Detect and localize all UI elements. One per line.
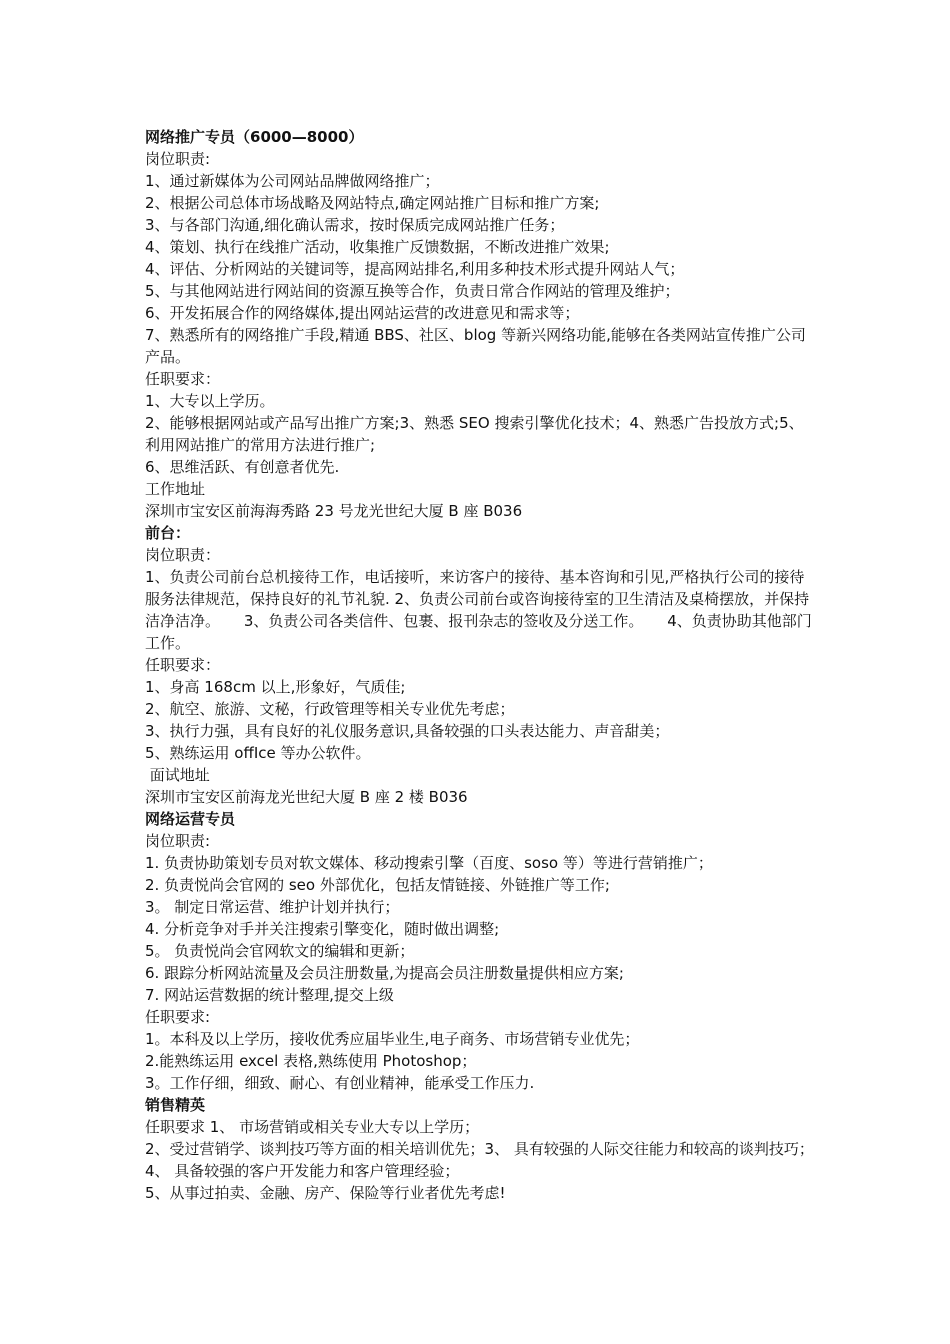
requirements-heading: 任职要求： <box>145 656 221 674</box>
requirement-item: 任职要求 1、 市场营销或相关专业大专以上学历； <box>145 1118 480 1136</box>
section-title-network-promotion: 网络推广专员（6000—8000） <box>145 128 364 146</box>
requirement-item: 3。工作仔细，细致、耐心、有创业精神，能承受工作压力. <box>145 1074 535 1092</box>
requirement-item: 5、从事过拍卖、金融、房产、保险等行业者优先考虑! <box>145 1184 506 1202</box>
requirement-item: 1。本科及以上学历，接收优秀应届毕业生,电子商务、市场营销专业优先； <box>145 1030 640 1048</box>
requirement-item: 2.能熟练运用 excel 表格,熟练使用 Photoshop； <box>145 1052 477 1070</box>
requirement-item: 1、大专以上学历。 <box>145 392 275 410</box>
duty-item: 7. 网站运营数据的统计整理,提交上级 <box>145 986 394 1004</box>
requirements-heading: 任职要求: <box>145 1008 211 1026</box>
requirement-item: 6、思维活跃、有创意者优先. <box>145 458 340 476</box>
requirements-heading: 任职要求： <box>145 370 221 388</box>
duty-item: 1、通过新媒体为公司网站品牌做网络推广； <box>145 172 440 190</box>
requirement-item: 2、航空、旅游、文秘，行政管理等相关专业优先考虑； <box>145 700 515 718</box>
duty-item: 4、评估、分析网站的关键词等，提高网站排名,利用多种技术形式提升网站人气； <box>145 260 685 278</box>
duty-item: 2、根据公司总体市场战略及网站特点,确定网站推广目标和推广方案; <box>145 194 600 212</box>
duty-item: 6、开发拓展合作的网络媒体,提出网站运营的改进意见和需求等； <box>145 304 580 322</box>
duty-item: 1、负责公司前台总机接待工作，电话接听，来访客户的接待、基本咨询和引见,严格执行公司的接待服务法律规范，保持良好的礼节礼貌. 2、负责公司前台或咨询接待室的卫生清洁及桌椅摆放，并保持洁净洁净。 3、负责公司各类信件、包裹、报刊杂志的签收及分送工作。 4、负责协助其他部门工作。 <box>145 568 812 652</box>
duty-item: 1. 负责协助策划专员对软文媒体、移动搜索引擎（百度、soso 等）等进行营销推广； <box>145 854 713 872</box>
section-title-sales-elite: 销售精英 <box>145 1096 206 1114</box>
duty-item: 3、与各部门沟通,细化确认需求，按时保质完成网站推广任务； <box>145 216 565 234</box>
requirement-item: 5、熟练运用 offIce 等办公软件。 <box>145 744 371 762</box>
section-title-front-desk: 前台： <box>145 524 191 542</box>
duty-item: 2. 负责悦尚会官网的 seo 外部优化，包括友情链接、外链推广等工作; <box>145 876 610 894</box>
duty-item: 4. 分析竞争对手并关注搜索引擎变化，随时做出调整; <box>145 920 500 938</box>
document-body <box>145 126 819 1204</box>
section-title-network-operations: 网络运营专员 <box>145 810 236 828</box>
requirement-item: 3、执行力强，具有良好的礼仪服务意识,具备较强的口头表达能力、声音甜美； <box>145 722 670 740</box>
requirement-item: 1、身高 168cm 以上,形象好，气质佳; <box>145 678 406 696</box>
requirement-item: 2、受过营销学、谈判技巧等方面的相关培训优先；3、 具有较强的人际交往能力和较高的谈判技巧； 4、 具备较强的客户开发能力和客户管理经验； <box>145 1140 819 1180</box>
duty-item: 5、与其他网站进行网站间的资源互换等合作，负责日常合作网站的管理及维护； <box>145 282 680 300</box>
duties-heading: 岗位职责: <box>145 150 211 168</box>
duty-item: 4、策划、执行在线推广活动，收集推广反馈数据，不断改进推广效果; <box>145 238 610 256</box>
duties-heading: 岗位职责： <box>145 546 221 564</box>
requirement-item: 2、能够根据网站或产品写出推广方案;3、熟悉 SEO 搜索引擎优化技术；4、熟悉广告投放方式;5、利用网站推广的常用方法进行推广; <box>145 414 804 454</box>
interview-address: 深圳市宝安区前海龙光世纪大厦 B 座 2 楼 B036 <box>145 788 468 806</box>
interview-address-label: 面试地址 <box>145 766 210 784</box>
duty-item: 6. 跟踪分析网站流量及会员注册数量,为提高会员注册数量提供相应方案; <box>145 964 624 982</box>
duties-heading: 岗位职责: <box>145 832 211 850</box>
duty-item: 3。 制定日常运营、维护计划并执行； <box>145 898 400 916</box>
duty-item: 5。 负责悦尚会官网软文的编辑和更新； <box>145 942 415 960</box>
duty-item: 7、熟悉所有的网络推广手段,精通 BBS、社区、blog 等新兴网络功能,能够在各类网站宣传推广公司产品。 <box>145 326 806 366</box>
work-address-label: 工作地址 <box>145 480 206 498</box>
work-address: 深圳市宝安区前海海秀路 23 号龙光世纪大厦 B 座 B036 <box>145 502 523 520</box>
